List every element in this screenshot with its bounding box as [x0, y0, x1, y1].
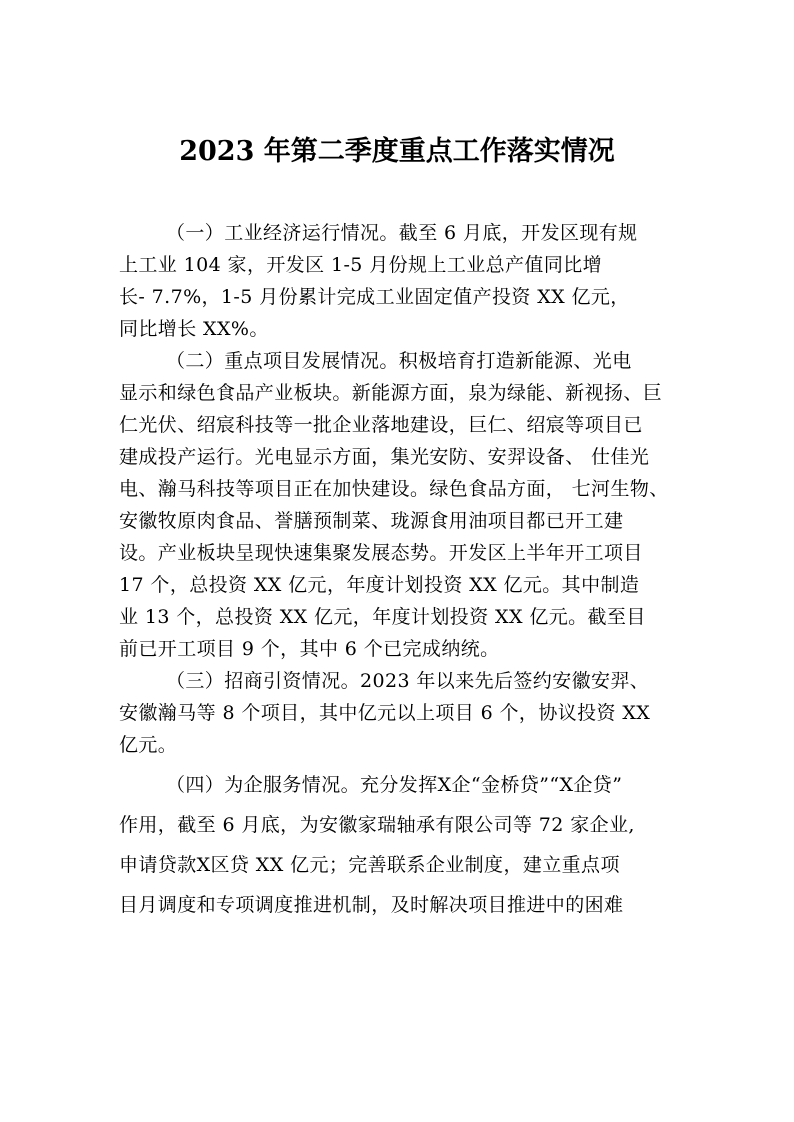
paragraph-4-line-4: 目月调度和专项调度推进机制，及时解决项目推进中的困难 — [119, 894, 624, 916]
paragraph-1-line-1: （一）工业经济运行情况。截至 6 月底，开发区现有规 — [166, 222, 638, 244]
paragraph-4-line-2: 作用，截至 6 月底，为安徽家瑞轴承有限公司等 72 家企业, — [119, 814, 635, 836]
paragraph-3-line-1: （三）招商引资情况。2023 年以来先后签约安徽安羿、 — [166, 670, 650, 692]
paragraph-1-line-4: 同比增长 XX%。 — [119, 318, 269, 340]
document-title: 2023 年第二季度重点工作落实情况 — [179, 136, 615, 167]
paragraph-2-line-9: 业 13 个，总投资 XX 亿元，年度计划投资 XX 亿元。截至目 — [119, 606, 646, 628]
paragraph-4-line-1: （四）为企服务情况。充分发挥X企“金桥贷”“X企贷” — [166, 774, 623, 796]
paragraph-3-line-2: 安徽瀚马等 8 个项目，其中亿元以上项目 6 个，协议投资 XX — [119, 702, 651, 724]
paragraph-1-line-2: 上工业 104 家，开发区 1-5 月份规上工业总产值同比增 — [119, 254, 603, 276]
paragraph-2-line-4: 建成投产运行。光电显示方面，集光安防、安羿设备、 仕佳光 — [119, 446, 650, 468]
paragraph-2-line-7: 设。产业板块呈现快速集聚发展态势。开发区上半年开工项目 — [119, 542, 643, 564]
paragraph-2-line-2: 显示和绿色食品产业板块。新能源方面，泉为绿能、新视扬、巨 — [119, 382, 663, 404]
paragraph-3-line-3: 亿元。 — [119, 734, 178, 756]
paragraph-2-line-3: 仁光伏、绍宸科技等一批企业落地建设，巨仁、绍宸等项目已 — [119, 414, 643, 436]
paragraph-2-line-10: 前已开工项目 9 个，其中 6 个已完成纳统。 — [119, 638, 500, 660]
paragraph-4-line-3: 申请贷款X区贷 XX 亿元；完善联系企业制度，建立重点项 — [119, 854, 620, 876]
paragraph-2-line-1: （二）重点项目发展情况。积极培育打造新能源、光电 — [166, 350, 632, 372]
paragraph-2-line-8: 17 个，总投资 XX 亿元，年度计划投资 XX 亿元。其中制造 — [119, 574, 640, 596]
paragraph-2-line-5: 电、瀚马科技等项目正在加快建设。绿色食品方面， 七河生物、 — [119, 478, 669, 500]
paragraph-1-line-3: 长- 7.7%，1-5 月份累计完成工业固定值产投资 XX 亿元， — [119, 286, 630, 308]
paragraph-2-line-6: 安徽牧原肉食品、誉膳预制菜、珑源食用油项目都已开工建 — [119, 510, 624, 532]
